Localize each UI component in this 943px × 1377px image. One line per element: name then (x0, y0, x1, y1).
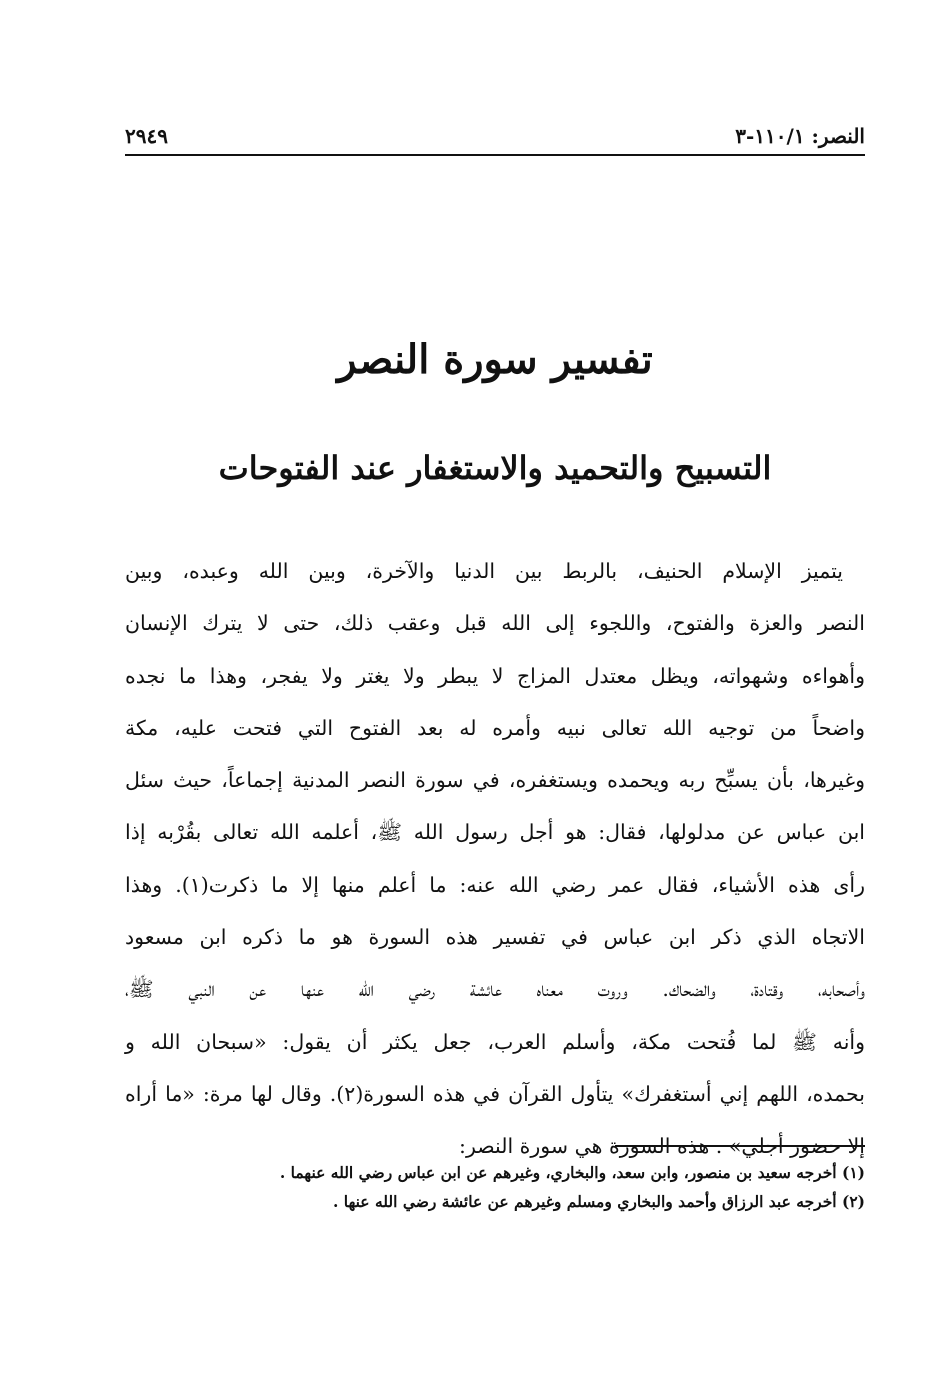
page-number: ٢٩٤٩ (125, 124, 168, 148)
footnote-2: (٢) أخرجه عبد الرزاق وأحمد والبخاري ومسلم وغيرهم عن عائشة رضي الله عنها . (332, 1192, 865, 1211)
body-line: وأهواءه وشهواته، ويظل معتدل المزاج لا يبطر ولا يغتر ولا يفجر، وهذا ما نجده (125, 663, 865, 688)
body-line: وغيرها، بأن يسبِّح ربه ويحمده ويستغفره، في سورة النصر المدنية إجماعاً، حيث سئل (125, 768, 865, 793)
body-line: واضحاً من توجيه الله تعالى نبيه وأمره له بعد الفتوح التي فتحت عليه، مكة (125, 715, 865, 740)
body-line: رأى هذه الأشياء، فقال عمر رضي الله عنه: ما أعلم منها إلا ما ذكرت(١). وهذا (125, 872, 865, 897)
body-line: النصر والعزة والفتوح، واللجوء إلى الله قبل وعقب ذلك، حتى لا يترك الإنسان (125, 611, 865, 636)
footnote-divider (615, 1145, 865, 1147)
page-title: تفسير سورة النصر (337, 336, 653, 383)
body-paragraph (125, 545, 865, 1173)
surah-reference: النصر: ١١٠/١-٣ (735, 124, 865, 148)
body-line: وأصحابه، وقتادة، والضحاك. وروت معناه عائشة رضي الله عنها عن النبي ﷺ، (125, 977, 865, 1002)
running-header (125, 120, 865, 152)
page-subtitle: التسبيح والتحميد والاستغفار عند الفتوحات (218, 449, 772, 487)
footnotes (125, 1158, 865, 1216)
body-line: وأنه ﷺ لما فُتحت مكة، وأسلم العرب، جعل يكثر أن يقول: «سبحان الله و (125, 1029, 865, 1054)
body-line: إلا حضور أجلي» . هذه السورة هي سورة النصر: (459, 1134, 865, 1159)
header-divider (125, 154, 865, 156)
body-line: ابن عباس عن مدلولها، فقال: هو أجل رسول الله ﷺ، أعلمه الله تعالى بقُرْبه إذا (125, 820, 865, 845)
footnote-1: (١) أخرجه سعيد بن منصور، وابن سعد، والبخاري، وغيرهم عن ابن عباس رضي الله عنهما . (279, 1163, 865, 1182)
body-line: بحمده، اللهم إني أستغفرك» يتأول القرآن في هذه السورة(٢). وقال لها مرة: «ما أراه (125, 1081, 865, 1106)
body-line: يتميز الإسلام الحنيف، بالربط بين الدنيا والآخرة، وبين الله وعبده، وبين (125, 559, 843, 583)
body-line: الاتجاه الذي ذكر ابن عباس في تفسير هذه السورة هو ما ذكره ابن مسعود (125, 925, 865, 950)
